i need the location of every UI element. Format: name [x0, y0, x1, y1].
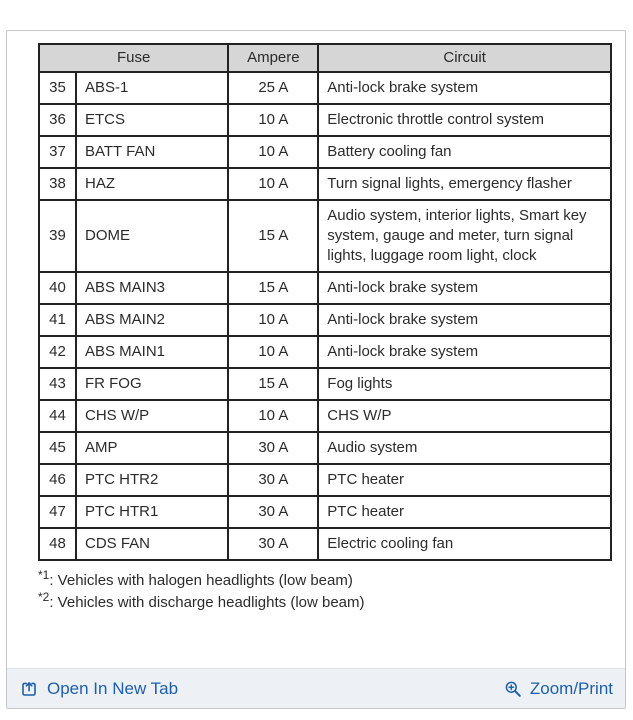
fuse-circuit: Turn signal lights, emergency flasher	[318, 168, 611, 200]
table-row	[39, 168, 611, 200]
footnote-discharge	[38, 592, 611, 614]
header-row	[39, 44, 611, 72]
fuse-chart-content	[7, 31, 625, 668]
fuse-ampere: 10 A	[228, 168, 318, 200]
fuse-circuit: Anti-lock brake system	[318, 272, 611, 304]
fuse-number: 43	[39, 368, 76, 400]
viewer-footer-bar	[7, 668, 625, 708]
footnote-text: : Vehicles with discharge headlights (low beam)	[49, 594, 365, 611]
magnifier-plus-icon	[504, 680, 522, 698]
fuse-name: ABS-1	[76, 72, 228, 104]
table-row	[39, 464, 611, 496]
fuse-circuit: Battery cooling fan	[318, 136, 611, 168]
header-fuse: Fuse	[39, 44, 228, 72]
table-row	[39, 72, 611, 104]
fuse-circuit: CHS W/P	[318, 400, 611, 432]
fuse-name: ABS MAIN2	[76, 304, 228, 336]
table-row	[39, 496, 611, 528]
fuse-circuit: Anti-lock brake system	[318, 72, 611, 104]
fuse-ampere: 10 A	[228, 104, 318, 136]
open-in-new-tab-icon	[21, 680, 39, 698]
fuse-number: 45	[39, 432, 76, 464]
fuse-number: 39	[39, 200, 76, 272]
fuse-circuit: Audio system, interior lights, Smart key system, gauge and meter, turn signal lights, luggage room light, clock	[318, 200, 611, 272]
fuse-name: PTC HTR1	[76, 496, 228, 528]
footnotes	[38, 570, 611, 614]
zoom-print-label: Zoom/Print	[529, 678, 613, 698]
table-row	[39, 304, 611, 336]
open-in-new-tab-link[interactable]	[21, 679, 178, 699]
fuse-number: 38	[39, 168, 76, 200]
table-row	[39, 368, 611, 400]
fuse-circuit: Audio system	[318, 432, 611, 464]
fuse-name: HAZ	[76, 168, 228, 200]
fuse-name: CDS FAN	[76, 528, 228, 560]
fuse-name: AMP	[76, 432, 228, 464]
fuse-number: 44	[39, 400, 76, 432]
fuse-number: 37	[39, 136, 76, 168]
fuse-name: ETCS	[76, 104, 228, 136]
fuse-name: PTC HTR2	[76, 464, 228, 496]
table-row	[39, 400, 611, 432]
fuse-table-header	[39, 44, 611, 72]
fuse-circuit: Electronic throttle control system	[318, 104, 611, 136]
fuse-ampere: 10 A	[228, 336, 318, 368]
header-circuit: Circuit	[318, 44, 611, 72]
zoom-print-link[interactable]	[504, 679, 613, 699]
fuse-ampere: 30 A	[228, 528, 318, 560]
footnote-halogen	[38, 570, 611, 592]
fuse-ampere: 10 A	[228, 136, 318, 168]
fuse-circuit: Anti-lock brake system	[318, 336, 611, 368]
table-row	[39, 432, 611, 464]
fuse-ampere: 10 A	[228, 304, 318, 336]
fuse-name: ABS MAIN1	[76, 336, 228, 368]
footnote-text: : Vehicles with halogen headlights (low beam)	[49, 572, 353, 589]
fuse-number: 42	[39, 336, 76, 368]
fuse-name: BATT FAN	[76, 136, 228, 168]
fuse-circuit: Fog lights	[318, 368, 611, 400]
fuse-circuit: PTC heater	[318, 496, 611, 528]
fuse-table	[38, 43, 612, 561]
table-row	[39, 136, 611, 168]
fuse-ampere: 15 A	[228, 272, 318, 304]
fuse-circuit: PTC heater	[318, 464, 611, 496]
footnote-marker: *1	[38, 568, 50, 582]
table-row	[39, 528, 611, 560]
fuse-ampere: 15 A	[228, 368, 318, 400]
fuse-number: 48	[39, 528, 76, 560]
fuse-name: FR FOG	[76, 368, 228, 400]
fuse-number: 36	[39, 104, 76, 136]
open-in-new-tab-label: Open In New Tab	[47, 678, 179, 698]
header-ampere: Ampere	[228, 44, 318, 72]
fuse-table-body	[39, 72, 611, 560]
table-row	[39, 336, 611, 368]
fuse-ampere: 10 A	[228, 400, 318, 432]
fuse-number: 40	[39, 272, 76, 304]
fuse-name: DOME	[76, 200, 228, 272]
fuse-name: CHS W/P	[76, 400, 228, 432]
fuse-ampere: 15 A	[228, 200, 318, 272]
fuse-circuit: Electric cooling fan	[318, 528, 611, 560]
table-row	[39, 272, 611, 304]
fuse-ampere: 30 A	[228, 496, 318, 528]
fuse-number: 47	[39, 496, 76, 528]
fuse-ampere: 30 A	[228, 464, 318, 496]
fuse-chart-panel	[6, 30, 626, 709]
fuse-name: ABS MAIN3	[76, 272, 228, 304]
table-row	[39, 104, 611, 136]
fuse-number: 46	[39, 464, 76, 496]
fuse-ampere: 25 A	[228, 72, 318, 104]
fuse-circuit: Anti-lock brake system	[318, 304, 611, 336]
fuse-number: 41	[39, 304, 76, 336]
footnote-marker: *2	[38, 590, 50, 604]
fuse-number: 35	[39, 72, 76, 104]
fuse-ampere: 30 A	[228, 432, 318, 464]
table-row	[39, 200, 611, 272]
